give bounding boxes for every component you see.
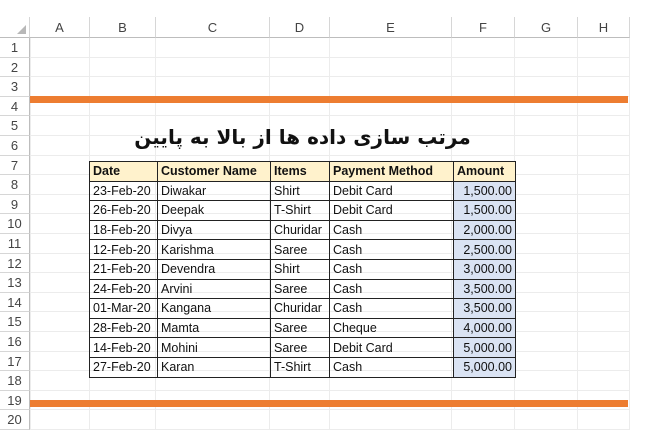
table-row [90, 299, 516, 319]
row-header-5[interactable]: 5 [0, 116, 30, 136]
row-header-7[interactable]: 7 [0, 156, 30, 176]
cell-date[interactable]: 14-Feb-20 [90, 338, 158, 358]
row-header-10[interactable]: 10 [0, 214, 30, 234]
cell-amount[interactable]: 2,500.00 [454, 240, 516, 260]
cell-payment-method[interactable]: Cheque [330, 318, 454, 338]
cell-amount[interactable]: 2,000.00 [454, 220, 516, 240]
table-row [90, 220, 516, 240]
header-payment-method[interactable]: Payment Method [330, 162, 454, 182]
cell-customer-name[interactable]: Devendra [158, 259, 271, 279]
row-header-6[interactable]: 6 [0, 136, 30, 156]
column-header-c[interactable]: C [156, 17, 270, 38]
cell-customer-name[interactable]: Deepak [158, 201, 271, 221]
header-items[interactable]: Items [271, 162, 330, 182]
cell-payment-method[interactable]: Debit Card [330, 338, 454, 358]
cell-customer-name[interactable]: Mohini [158, 338, 271, 358]
select-all-triangle-icon [17, 25, 26, 34]
cell-customer-name[interactable]: Karan [158, 357, 271, 377]
row-header-19[interactable]: 19 [0, 391, 30, 411]
column-header-d[interactable]: D [270, 17, 330, 38]
header-amount[interactable]: Amount [454, 162, 516, 182]
row-header-12[interactable]: 12 [0, 254, 30, 274]
cell-amount[interactable]: 3,500.00 [454, 299, 516, 319]
cell-items[interactable]: Churidar [271, 299, 330, 319]
cell-payment-method[interactable]: Cash [330, 357, 454, 377]
header-date[interactable]: Date [90, 162, 158, 182]
cell-amount[interactable]: 5,000.00 [454, 338, 516, 358]
orange-band-top [30, 96, 628, 103]
row-header-8[interactable]: 8 [0, 175, 30, 195]
cell-customer-name[interactable]: Mamta [158, 318, 271, 338]
column-header-bar [0, 17, 630, 38]
row-header-14[interactable]: 14 [0, 293, 30, 313]
cell-payment-method[interactable]: Cash [330, 299, 454, 319]
cell-amount[interactable]: 1,500.00 [454, 181, 516, 201]
cell-items[interactable]: T-Shirt [271, 357, 330, 377]
table-row [90, 279, 516, 299]
cell-date[interactable]: 18-Feb-20 [90, 220, 158, 240]
row-header-9[interactable]: 9 [0, 195, 30, 215]
gridline-horizontal [30, 115, 630, 116]
cell-customer-name[interactable]: Divya [158, 220, 271, 240]
gridline-horizontal [30, 429, 630, 430]
cell-amount[interactable]: 4,000.00 [454, 318, 516, 338]
table-row [90, 338, 516, 358]
cell-items[interactable]: Churidar [271, 220, 330, 240]
cell-date[interactable]: 21-Feb-20 [90, 259, 158, 279]
table-row [90, 240, 516, 260]
cell-date[interactable]: 26-Feb-20 [90, 201, 158, 221]
select-all-button[interactable] [0, 17, 30, 38]
cell-date[interactable]: 24-Feb-20 [90, 279, 158, 299]
row-header-2[interactable]: 2 [0, 58, 30, 78]
row-header-18[interactable]: 18 [0, 371, 30, 391]
column-header-a[interactable]: A [30, 17, 90, 38]
cell-items[interactable]: Saree [271, 318, 330, 338]
cell-payment-method[interactable]: Debit Card [330, 201, 454, 221]
cell-items[interactable]: Saree [271, 240, 330, 260]
gridline-horizontal [30, 57, 630, 58]
cell-customer-name[interactable]: Kangana [158, 299, 271, 319]
gridline-horizontal [30, 409, 630, 410]
cell-date[interactable]: 01-Mar-20 [90, 299, 158, 319]
cell-items[interactable]: T-Shirt [271, 201, 330, 221]
cell-payment-method[interactable]: Cash [330, 240, 454, 260]
cell-items[interactable]: Shirt [271, 181, 330, 201]
gridline-horizontal [30, 76, 630, 77]
cell-payment-method[interactable]: Cash [330, 259, 454, 279]
cell-payment-method[interactable]: Cash [330, 220, 454, 240]
table-row [90, 259, 516, 279]
cell-amount[interactable]: 1,500.00 [454, 201, 516, 221]
column-header-e[interactable]: E [330, 17, 452, 38]
column-header-g[interactable]: G [515, 17, 578, 38]
cell-items[interactable]: Saree [271, 338, 330, 358]
gridline-horizontal [30, 390, 630, 391]
cell-date[interactable]: 12-Feb-20 [90, 240, 158, 260]
cell-amount[interactable]: 3,000.00 [454, 259, 516, 279]
row-header-17[interactable]: 17 [0, 352, 30, 372]
header-customer-name[interactable]: Customer Name [158, 162, 271, 182]
cell-date[interactable]: 27-Feb-20 [90, 357, 158, 377]
cell-payment-method[interactable]: Debit Card [330, 181, 454, 201]
row-header-1[interactable]: 1 [0, 38, 30, 58]
table-row [90, 181, 516, 201]
cell-customer-name[interactable]: Arvini [158, 279, 271, 299]
row-header-3[interactable]: 3 [0, 77, 30, 97]
row-header-15[interactable]: 15 [0, 312, 30, 332]
gridline-horizontal [30, 155, 630, 156]
row-header-11[interactable]: 11 [0, 234, 30, 254]
sheet-title: مرتب سازی داده ها از بالا به پایین [134, 125, 471, 149]
gridline-vertical [629, 38, 630, 430]
row-header-20[interactable]: 20 [0, 410, 30, 430]
cell-amount[interactable]: 5,000.00 [454, 357, 516, 377]
cell-date[interactable]: 28-Feb-20 [90, 318, 158, 338]
cell-customer-name[interactable]: Karishma [158, 240, 271, 260]
row-header-4[interactable]: 4 [0, 97, 30, 117]
table-row [90, 201, 516, 221]
column-header-f[interactable]: F [452, 17, 515, 38]
cell-payment-method[interactable]: Cash [330, 279, 454, 299]
cell-date[interactable]: 23-Feb-20 [90, 181, 158, 201]
cell-items[interactable]: Saree [271, 279, 330, 299]
column-header-h[interactable]: H [578, 17, 630, 38]
row-header-13[interactable]: 13 [0, 273, 30, 293]
orange-band-bottom [30, 400, 628, 407]
cell-items[interactable]: Shirt [271, 259, 330, 279]
data-table [89, 161, 516, 378]
table-row [90, 357, 516, 377]
column-header-b[interactable]: B [90, 17, 156, 38]
table-header-row [90, 162, 516, 182]
cell-customer-name[interactable]: Diwakar [158, 181, 271, 201]
table-row [90, 318, 516, 338]
cell-amount[interactable]: 3,500.00 [454, 279, 516, 299]
row-header-16[interactable]: 16 [0, 332, 30, 352]
